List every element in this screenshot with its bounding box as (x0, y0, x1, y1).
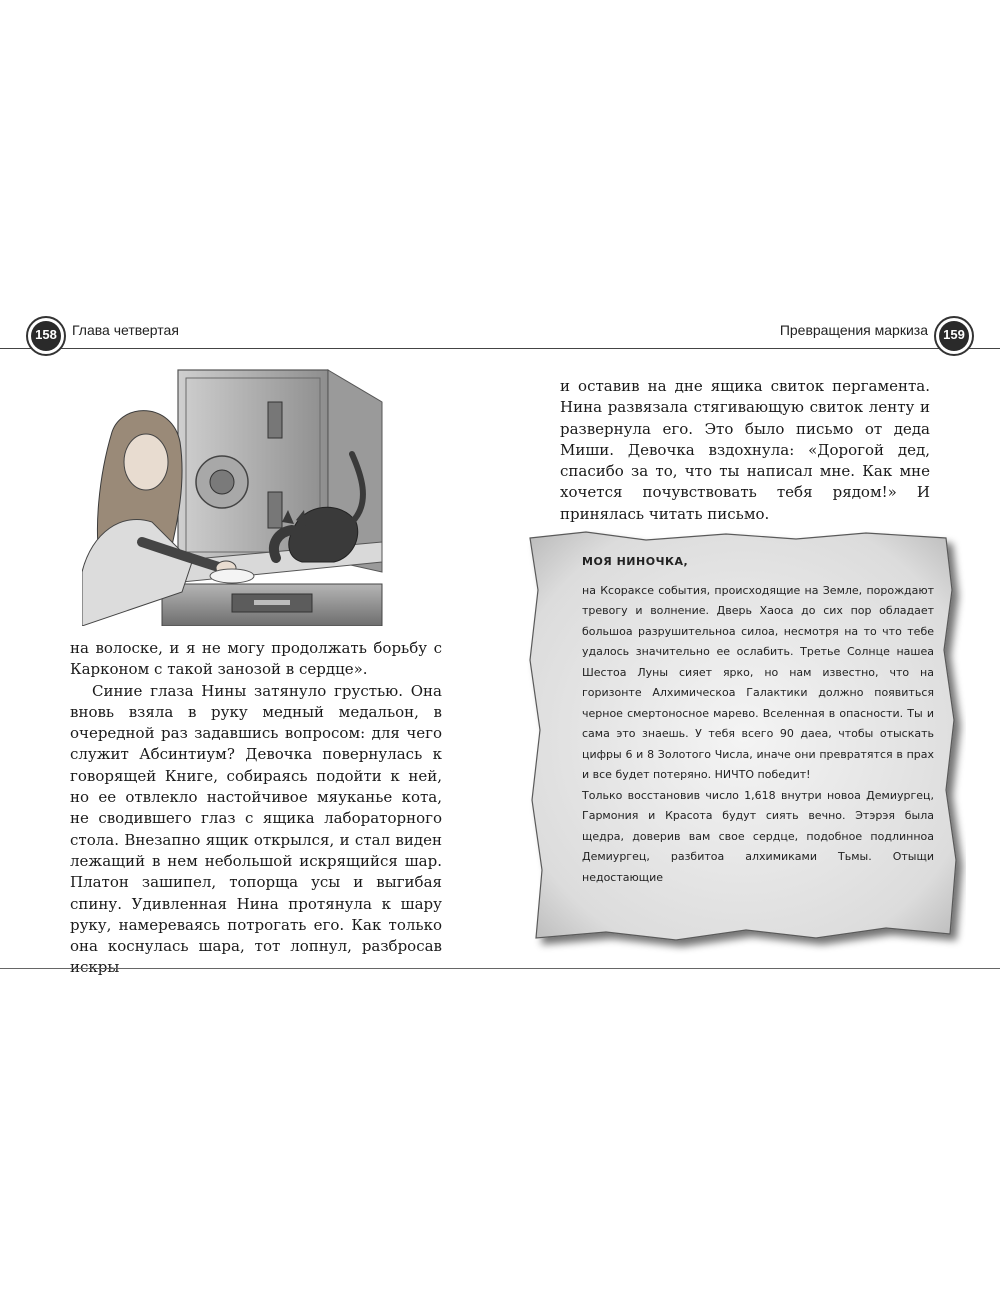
left-running-title: Глава четвертая (72, 322, 179, 338)
right-page-number: 159 (943, 327, 965, 342)
letter-body-1: на Ксораксе события, происходящие на Земле, порождают тревогу и волнение. Дверь Хаоса до сих пор обладает большоа разрушительноа силоа, несмотря на то что тебе удалось значительно ее ослабить. Третье Солнце нашеа Шестоа Луны сияет ярко, но нам известно, что на горизонте Алхимическоа Галактики должно появиться черное смертоносное марево. Вселенная в опасности. Ты и сама это знаешь. У тебя всего 90 даеа, чтобы отыскать цифры 6 и 8 Золотого Числа, иначе они превратятся в прах и все будет потеряно. НИЧТО победит! (582, 583, 934, 781)
left-paragraph-2: Синие глаза Нины затянуло грустью. Она вновь взяла в руку медный медальон, в очередной раз задавшись вопросом: для чего служит Абсинтиум? Девочка повернулась к говорящей Книге, собираясь подойти к ней, но ее отвлекло настойчивое мяуканье кота, не сводившего глаз с ящика лабораторного стола. Внезапно ящик открылся, и стал виден лежащий в нем небольшой искрящийся шар. Платон зашипел, топорща усы и выгибая спину. Удивленная Нина протянула к шару руку, намереваясь потрогать его. Как только она коснулась шара, тот лопнул, разбросав искры (70, 681, 442, 977)
right-running-title: Превращения маркиза (779, 322, 928, 338)
left-page-text (70, 638, 442, 979)
right-page-number-badge (934, 316, 974, 356)
illustration-girl-cat-safe-icon (82, 362, 454, 626)
parchment-letter (526, 530, 966, 960)
header-rule (0, 348, 1000, 349)
right-paragraph: и оставив на дне ящика свиток пергамента. Нина развязала стягивающую свиток ленту и развернула его. Это было письмо от деда Миши. Девочка вздохнула: «Дорогой дед, спасибо за то, что ты написал мне. Как мне хочется почувствовать тебя рядом!» И принялась читать письмо. (560, 377, 930, 523)
letter-greeting: МОЯ НИНОЧКА, (582, 555, 689, 568)
left-paragraph-1: на волоске, и я не могу продолжать борьбу с Карконом с такой занозой в сердце». (70, 639, 442, 679)
left-page-number-badge (26, 316, 66, 356)
left-page-number: 158 (35, 327, 57, 342)
right-page-paragraph (560, 376, 930, 525)
letter-body-2: Только восстановив число 1,618 внутри новоа Демиургец, Гармония и Красота будут сиять вечно. Этэрэя была щедра, доверив вам свое сердце, подобное подлинноа Демиургец, разбитоа алхимиками Тьмы. Отыщи недостающие (582, 788, 934, 884)
letter-content (582, 552, 934, 888)
footer-rule (0, 968, 1000, 969)
